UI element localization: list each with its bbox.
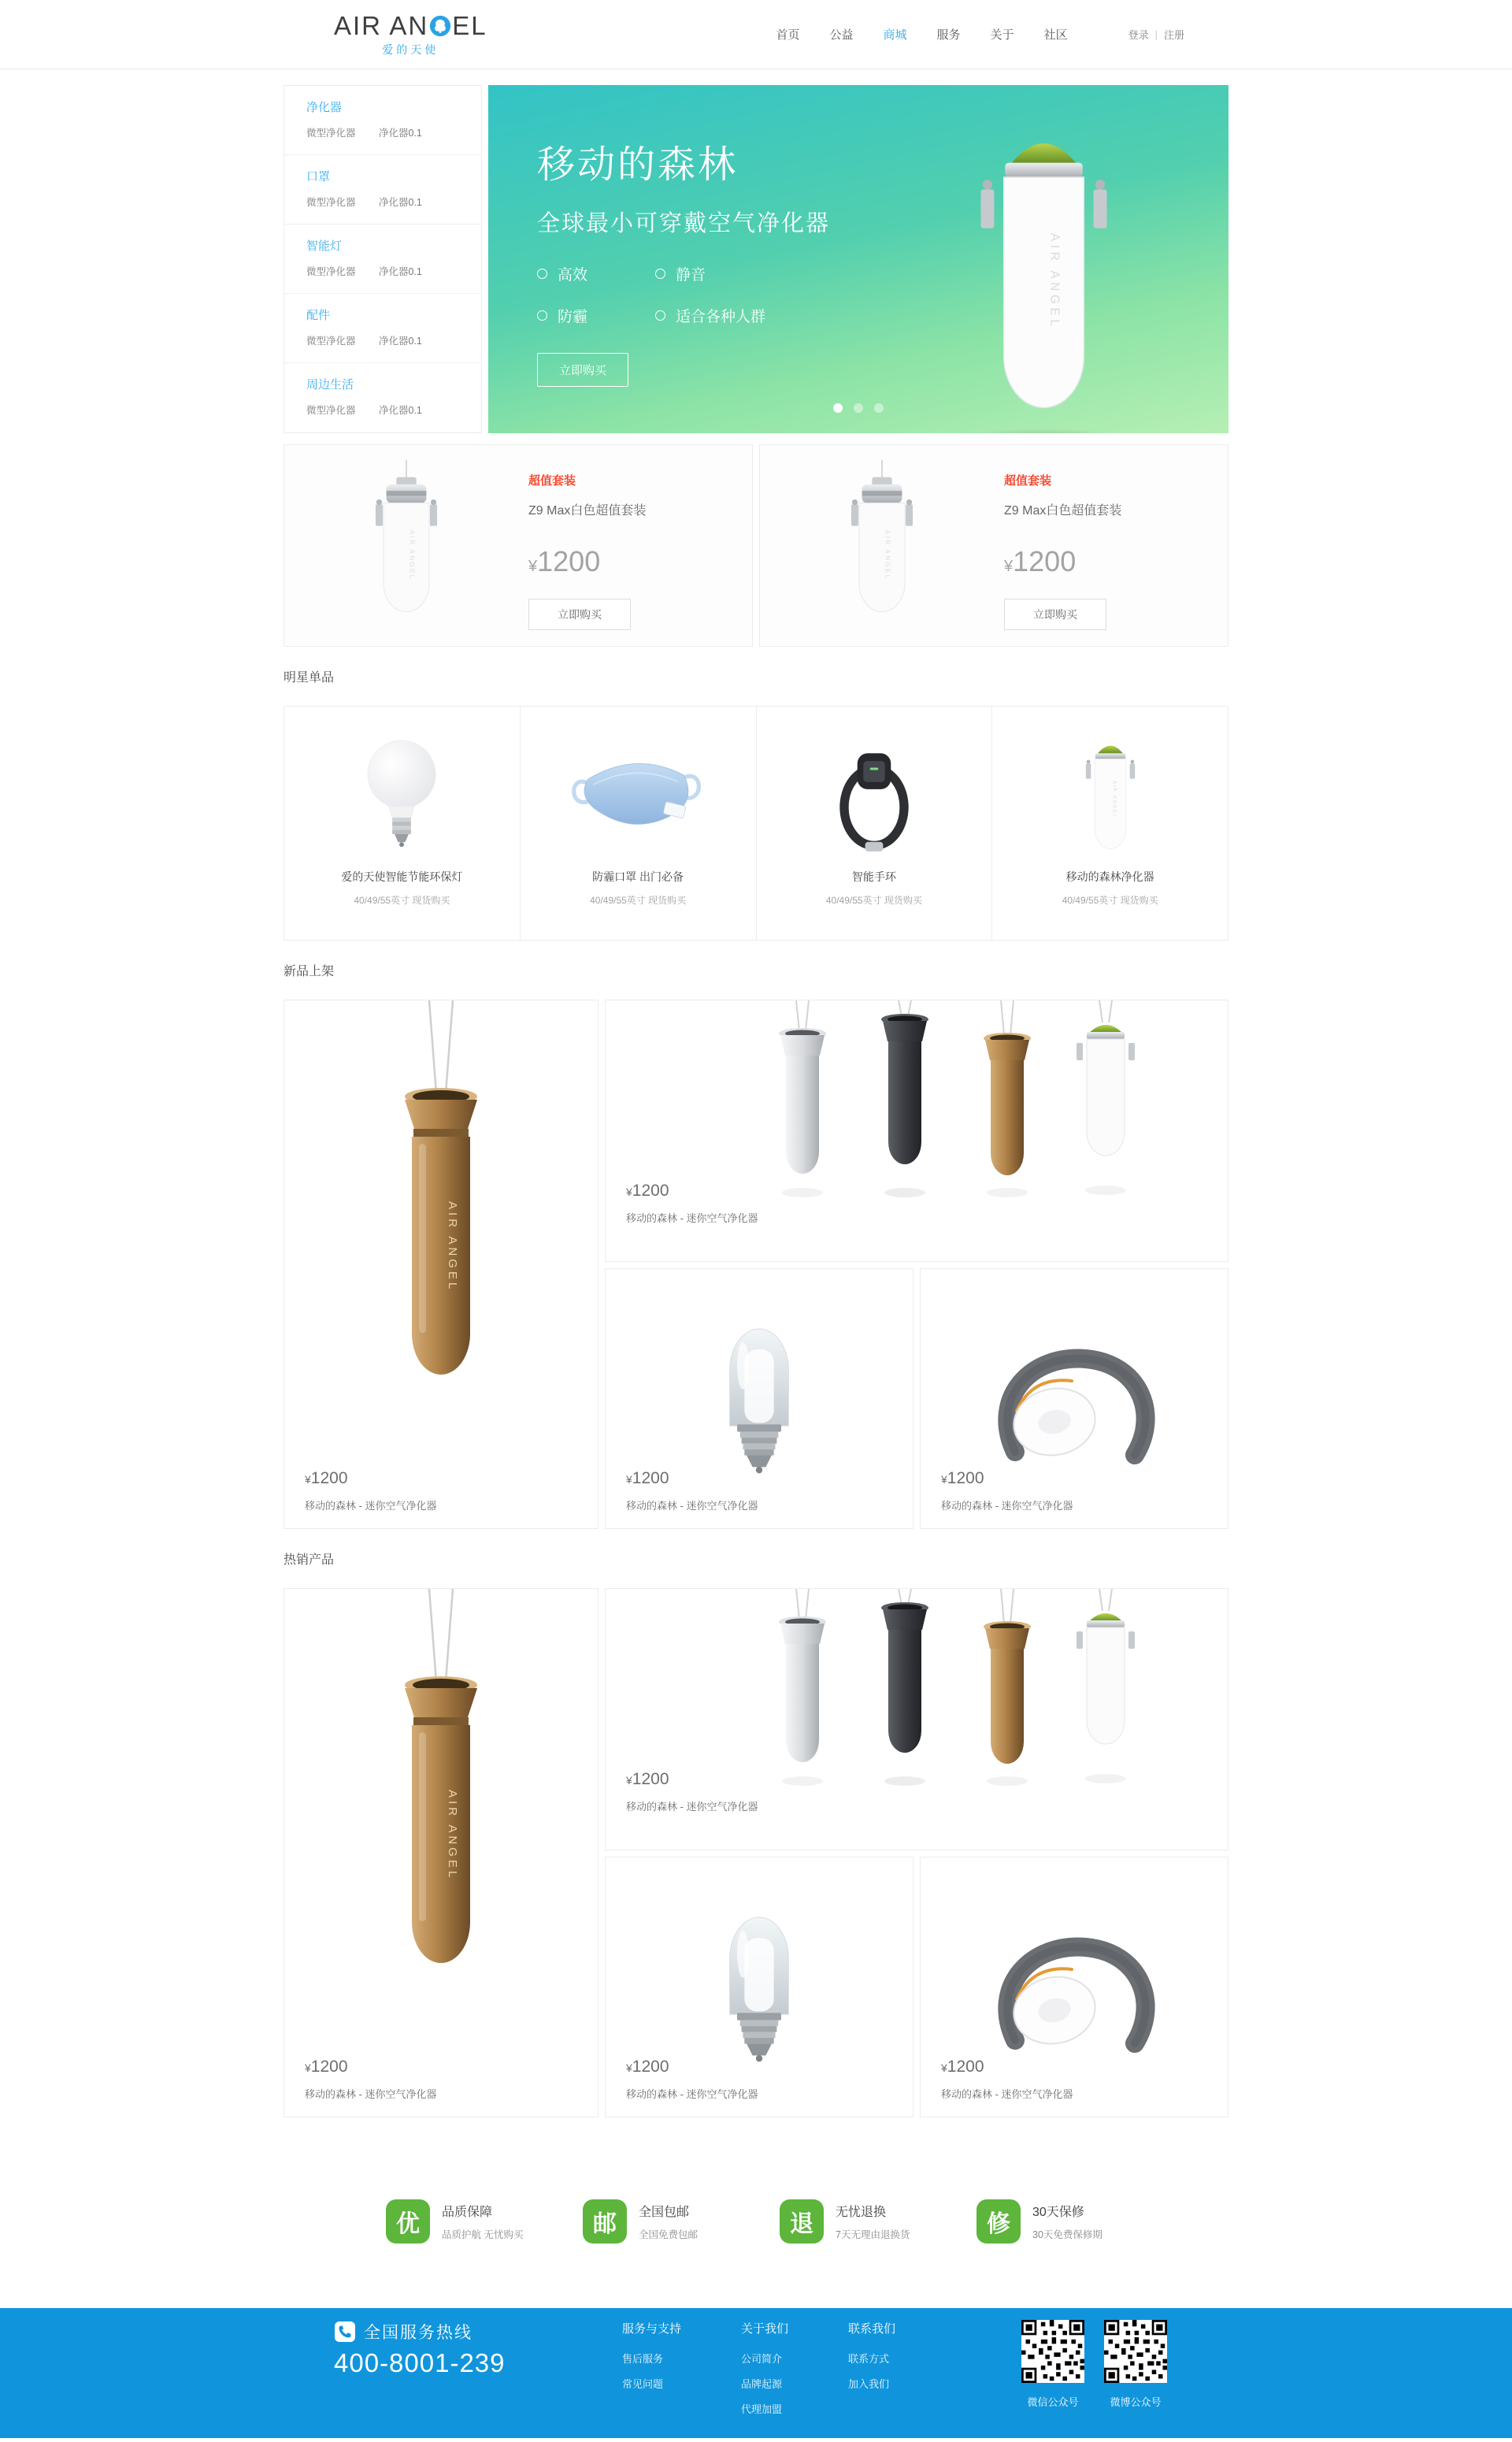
promo-product-image [760,445,1004,646]
carousel-dots [488,403,1228,413]
category-purifier [284,86,481,155]
hot-sales-grid [284,1588,1228,2117]
logo-subtitle: 爱的天使 [382,43,439,56]
category-title[interactable]: 净化器 [306,101,343,114]
promo-tag: 超值套装 [528,474,576,488]
circle-bullet-icon [655,310,665,321]
service-subtitle: 30天免费保修期 [1032,2229,1102,2240]
service-subtitle: 7天无理由退换货 [836,2229,910,2240]
star-product-smart-bulb[interactable] [284,707,521,940]
category-lifestyle [284,363,481,432]
glass-purifier-image [606,1269,913,1486]
product-name: 移动的森林 - 迷你空气净化器 [941,1500,1073,1512]
footer-link[interactable]: 联系方式 [848,2353,890,2365]
carousel-dot[interactable] [833,403,843,413]
category-link[interactable]: 净化器0.1 [379,405,422,416]
product-price: ¥1200 [626,1770,669,1788]
returns-badge-icon: 退 [780,2199,824,2243]
weibo-qr-block [1104,2320,1167,2426]
banner-feature: 防霾 [558,309,588,325]
category-title[interactable]: 配件 [306,309,331,322]
product-card-purifier-set[interactable] [605,1000,1228,1262]
product-price: ¥1200 [941,2058,984,2076]
weibo-qr-code [1104,2320,1167,2383]
product-card-gold-purifier[interactable] [284,1000,598,1529]
product-price: ¥1200 [305,1469,348,1487]
nav-item-service[interactable]: 服务 [936,28,961,42]
nav-item-community[interactable]: 社区 [1043,28,1068,42]
site-header [0,0,1512,69]
promo-price: ¥1200 [528,545,601,577]
footer-link[interactable]: 加入我们 [848,2378,890,2390]
promo-buy-now-button[interactable]: 立即购买 [528,599,631,630]
main-nav [761,26,1082,43]
category-title[interactable]: 智能灯 [306,239,343,253]
category-link[interactable]: 净化器0.1 [379,128,422,139]
category-accessories [284,294,481,363]
banner-feature: 静音 [676,267,706,284]
banner-product-image [971,112,1117,427]
banner-buy-now-button[interactable]: 立即购买 [537,353,628,387]
banner-feature: 高效 [558,267,588,284]
category-link[interactable]: 净化器0.1 [379,336,422,347]
section-title-star: 明星单品 [284,671,335,685]
category-link[interactable]: 微型净化器 [306,128,356,139]
promo-price: ¥1200 [1004,545,1077,577]
promo-card[interactable] [284,444,753,647]
product-name: 移动的森林 - 迷你空气净化器 [305,1500,437,1512]
footer-col-support [622,2320,681,2426]
promo-tag: 超值套装 [1004,474,1052,488]
footer-col-title: 联系我们 [848,2322,896,2336]
product-shadow [976,429,1110,433]
footer-link[interactable]: 代理加盟 [741,2403,783,2415]
star-product-name: 移动的森林净化器 [1065,870,1154,883]
nav-item-mall[interactable]: 商城 [883,28,907,42]
smart-bulb-image [284,733,520,856]
promo-product-image [284,445,528,646]
footer-link[interactable]: 公司简介 [741,2353,783,2365]
hero-banner [488,85,1228,433]
category-link[interactable]: 微型净化器 [306,197,356,208]
qr-label: 微博公众号 [1110,2396,1162,2408]
nav-item-about[interactable]: 关于 [990,28,1014,42]
product-price: ¥1200 [941,1469,984,1487]
face-mask-image [521,733,756,856]
star-product-sub: 40/49/55英寸 现货购买 [1062,895,1158,906]
service-subtitle: 品质护航 无忧购买 [442,2229,524,2240]
star-product-sub: 40/49/55英寸 现货购买 [825,895,922,906]
footer-col-title: 服务与支持 [622,2322,682,2336]
star-product-sub: 40/49/55英寸 现货购买 [354,895,450,906]
qr-label: 微信公众号 [1027,2396,1079,2408]
product-price: ¥1200 [626,2058,669,2076]
footer-qr-codes [1021,2320,1167,2426]
category-smart-lamp [284,225,481,294]
star-product-smart-band[interactable] [757,707,993,940]
wearable-purifier-image [921,1269,1228,1475]
star-product-mini-purifier[interactable] [992,707,1228,940]
service-title: 全国包邮 [639,2206,690,2219]
star-product-name: 防霾口罩 出门必备 [592,870,684,883]
star-products-box [284,706,1228,941]
category-title[interactable]: 口罩 [306,170,331,184]
product-price: ¥1200 [305,2058,348,2076]
warranty-badge-icon: 修 [976,2199,1021,2243]
tree-logo-icon [429,15,451,37]
logo-text-part2: EL [452,11,487,40]
promo-card[interactable] [759,444,1228,647]
section-title-hot-sales: 热销产品 [284,1553,335,1567]
banner-title: 移动的森林 [537,144,739,186]
section-title-new-arrivals: 新品上架 [284,965,335,978]
smart-band-image [757,733,992,856]
banner-features [537,263,830,326]
carousel-dot[interactable] [854,403,863,413]
hotline-label: 全国服务热线 [364,2324,472,2342]
service-title: 品质保障 [442,2206,493,2219]
product-price: ¥1200 [626,1182,669,1200]
service-hotline [334,2320,531,2426]
logo[interactable] [334,11,487,58]
nav-item-charity[interactable]: 公益 [829,28,854,42]
star-product-sub: 40/49/55英寸 现货购买 [590,895,687,906]
product-price: ¥1200 [626,1469,669,1487]
category-sidebar [284,85,482,433]
promo-buy-now-button[interactable]: 立即购买 [1004,599,1106,630]
banner-subtitle: 全球最小可穿戴空气净化器 [537,211,831,236]
service-title: 30天保修 [1032,2206,1084,2219]
product-card-wearable-purifier[interactable] [920,1268,1228,1529]
footer-col-title: 关于我们 [741,2322,789,2336]
service-guarantees [284,2199,1228,2243]
mini-purifier-image [992,733,1228,856]
product-card-purifier-set[interactable] [605,1588,1228,1850]
product-name: 移动的森林 - 迷你空气净化器 [305,2088,437,2100]
wearable-purifier-image [921,1857,1228,2064]
product-name: 移动的森林 - 迷你空气净化器 [626,1801,758,1813]
hotline-number: 400-8001-239 [334,2348,506,2377]
gold-purifier-image [284,1000,598,1473]
banner-feature: 适合各种人群 [676,309,766,325]
promo-name: Z9 Max白色超值套装 [528,504,647,518]
category-link[interactable]: 微型净化器 [306,405,356,416]
wechat-qr-code [1021,2320,1084,2383]
category-title[interactable]: 周边生活 [306,378,354,392]
category-link[interactable]: 微型净化器 [306,336,356,347]
register-link[interactable]: 注册 [1163,29,1184,41]
carousel-dot[interactable] [874,403,884,413]
site-footer [0,2308,1512,2438]
product-name: 移动的森林 - 迷你空气净化器 [626,1500,758,1512]
circle-bullet-icon [537,269,547,279]
quality-badge-icon: 优 [386,2199,430,2243]
footer-columns [622,2320,895,2426]
star-product-name: 智能手环 [851,870,896,883]
wechat-qr-block [1021,2320,1084,2426]
shipping-badge-icon: 邮 [583,2199,627,2243]
category-link[interactable]: 净化器0.1 [379,197,422,208]
product-card-glass-purifier[interactable] [605,1268,914,1529]
circle-bullet-icon [655,269,665,279]
product-card-gold-purifier[interactable] [284,1588,598,2117]
footer-col-about [741,2320,788,2426]
product-card-glass-purifier[interactable] [605,1857,914,2117]
login-link[interactable]: 登录 [1128,29,1149,41]
glass-purifier-image [606,1857,913,2075]
footer-link[interactable]: 常见问题 [622,2378,664,2390]
main-content [284,85,1228,2243]
star-product-face-mask[interactable] [521,707,757,940]
auth-separator: | [1154,28,1158,40]
footer-link[interactable]: 品牌起源 [741,2378,783,2390]
product-name: 移动的森林 - 迷你空气净化器 [941,2088,1073,2100]
category-link[interactable]: 净化器0.1 [379,266,422,277]
service-subtitle: 全国免费包邮 [639,2229,699,2240]
service-quality [386,2199,536,2243]
gold-purifier-image [284,1589,598,2062]
promo-name: Z9 Max白色超值套装 [1004,504,1122,518]
logo-text-part1: AIR AN [334,11,429,40]
category-mask [284,155,481,225]
product-card-wearable-purifier[interactable] [920,1857,1228,2117]
product-name: 移动的森林 - 迷你空气净化器 [626,2088,758,2100]
service-warranty [976,2199,1126,2243]
new-arrivals-grid [284,1000,1228,1529]
circle-bullet-icon [537,310,547,321]
product-name: 移动的森林 - 迷你空气净化器 [626,1212,758,1224]
footer-link[interactable]: 售后服务 [622,2353,664,2365]
phone-icon [334,2321,356,2343]
service-free-shipping [583,2199,732,2243]
auth-links [1128,27,1184,42]
service-easy-returns [780,2199,929,2243]
service-title: 无忧退换 [836,2206,887,2219]
footer-col-contact [848,2320,895,2426]
nav-item-home[interactable]: 首页 [776,28,800,42]
category-link[interactable]: 微型净化器 [306,266,356,277]
star-product-name: 爱的天使智能节能环保灯 [341,870,463,883]
